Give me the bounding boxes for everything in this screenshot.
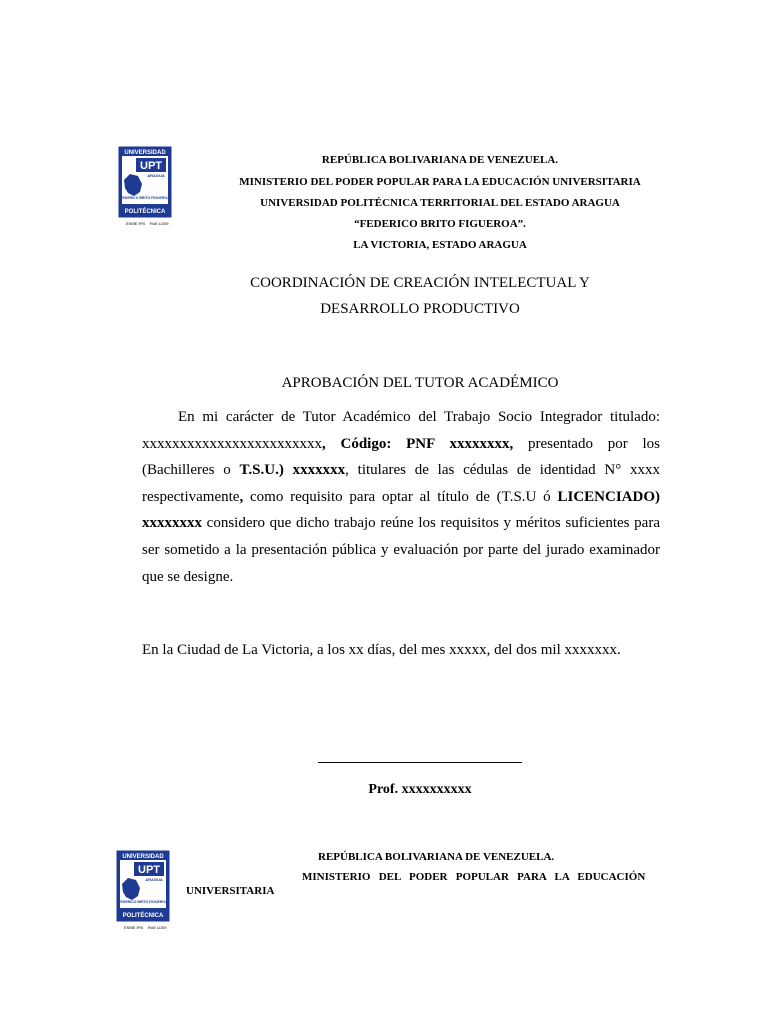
header-line-republic: REPÚBLICA BOLIVARIANA DE VENEZUELA. [321, 154, 559, 166]
coordination-title-2: DESARROLLO PRODUCTIVO [320, 301, 520, 317]
approval-title: APROBACIÓN DEL TUTOR ACADÉMICO [281, 375, 559, 391]
logo-bottom-text: POLITÉCNICA [122, 913, 164, 919]
paragraph-licenciado: LICENCIADO) xxxxxxxx [142, 488, 660, 532]
approval-paragraph [142, 404, 660, 590]
upt-shield-icon [116, 850, 170, 934]
header-line-university: UNIVERSIDAD POLITÉCNICA TERRITORIAL DEL ESTADO ARAGUA [260, 197, 620, 209]
header-line-location: LA VICTORIA, ESTADO ARAGUA [353, 239, 527, 251]
paragraph-text-5: considero que dicho trabajo reúne los requisitos y méritos suficientes para ser sometido a la presentación pública y evaluación por parte del jurado examinador que se designe. [142, 515, 660, 585]
paragraph-text-4: como requisito para optar al título de (T.S.U ó [243, 488, 558, 505]
paragraph-tsu: T.S.U.) xxxxxxx [239, 462, 346, 479]
logo-acronym: UPT [140, 160, 162, 172]
header-line-ministry: MINISTERIO DEL PODER POPULAR PARA LA EDUCACIÓN UNIVERSITARIA [239, 176, 641, 188]
logo-footer-right: RoE LD09 [150, 221, 169, 226]
city-date-line: En la Ciudad de La Victoria, a los xx días, del mes xxxxx, del dos mil xxxxxxx. [142, 642, 621, 658]
upt-shield-icon [118, 146, 172, 230]
logo-footer-right: RoE LD09 [148, 925, 167, 930]
signature-line [318, 762, 522, 763]
university-logo [118, 146, 176, 224]
logo-ribbon: FEDERICO BRITO FIGUEROA [120, 196, 170, 200]
university-logo-footer [116, 850, 174, 928]
footer-line-republic: REPÚBLICA BOLIVARIANA DE VENEZUELA. [318, 851, 555, 863]
header-line-name: “FEDERICO BRITO FIGUEROA”. [354, 218, 526, 230]
paragraph-comma: , [239, 488, 244, 505]
logo-bottom-text: POLITÉCNICA [124, 209, 166, 215]
paragraph-text-2: presentado por los (Bachilleres o [142, 435, 660, 479]
coordination-title-1: COORDINACIÓN DE CREACIÓN INTELECTUAL Y [250, 275, 590, 291]
paragraph-text-3: , titulares de las cédulas de identidad N° xxxx respectivamente [142, 462, 661, 505]
logo-ribbon: FEDERICO BRITO FIGUEROA [118, 900, 168, 904]
footer-line-university: UNIVERSITARIA [186, 885, 275, 897]
paragraph-code: , Código: PNF xxxxxxxx, [322, 435, 514, 452]
logo-region: ARAGUA [147, 173, 165, 178]
paragraph-text-1: En mi carácter de Tutor Académico del Trabajo Socio Integrador titulado: xxxxxxxxxxxxxxxxxxxxxxxx [142, 409, 660, 452]
signature-name: Prof. xxxxxxxxxx [368, 782, 472, 797]
logo-footer-left: ESME IFN [126, 221, 145, 226]
logo-region: ARAGUA [145, 877, 163, 882]
logo-footer-left: ESME IFN [124, 925, 143, 930]
footer-line-ministry: MINISTERIO DEL PODER POPULAR PARA LA EDUCACIÓN [302, 871, 646, 883]
logo-top-text: UNIVERSIDAD [122, 854, 164, 860]
logo-acronym: UPT [138, 864, 160, 876]
logo-top-text: UNIVERSIDAD [124, 150, 166, 156]
